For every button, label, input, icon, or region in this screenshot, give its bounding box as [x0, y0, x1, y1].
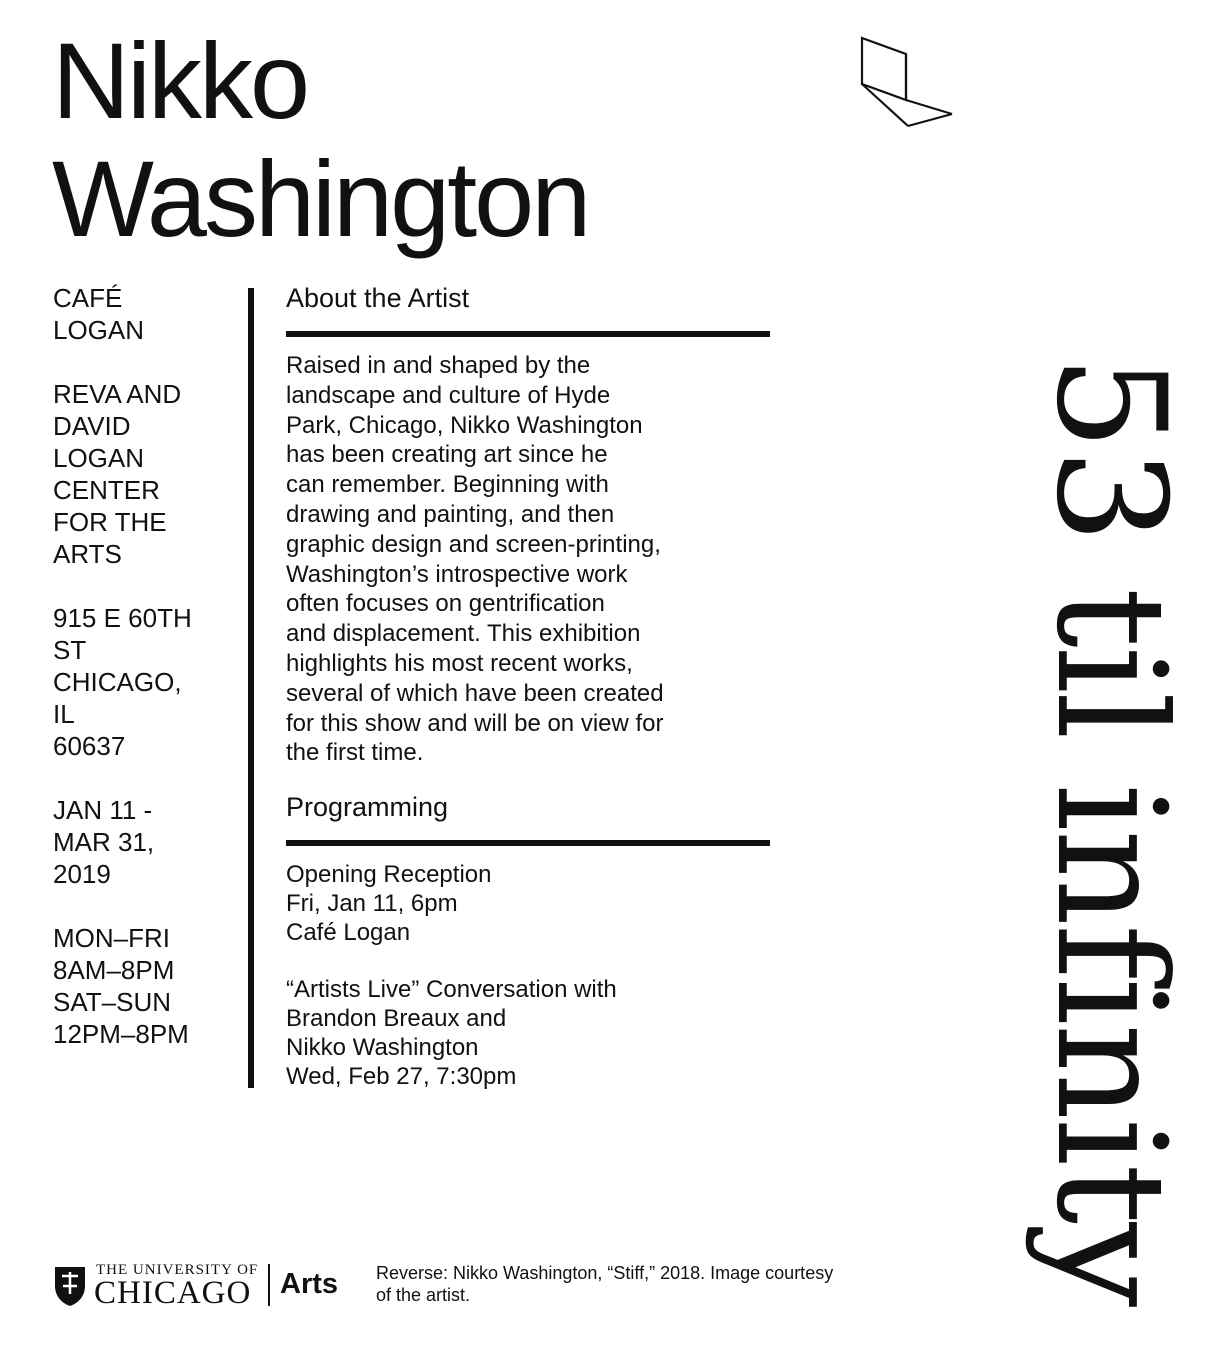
- arts-wordmark: Arts: [280, 1268, 339, 1300]
- column-divider: [248, 288, 254, 1088]
- program-item-opening: Opening Reception Fri, Jan 11, 6pm Café Logan: [286, 861, 492, 947]
- about-heading: About the Artist: [286, 283, 470, 313]
- venue-name: CAFÉ LOGAN: [53, 283, 145, 345]
- venue-info: [53, 282, 238, 1082]
- programming-heading: Programming: [286, 792, 449, 823]
- logan-center-cube-icon: [856, 34, 956, 130]
- address: 915 E 60TH ST CHICAGO, IL 60637: [53, 603, 192, 761]
- program-item-conversation: “Artists Live” Conversation with Brandon Breaux and Nikko Washington Wed, Feb 27, 7:30pm: [286, 976, 617, 1091]
- logo-divider: [268, 1264, 270, 1306]
- vertical-exhibition-title: 53 til infinity: [1023, 355, 1197, 1306]
- exhibition-dates: JAN 11 - MAR 31, 2019: [53, 795, 155, 889]
- image-caption: Reverse: Nikko Washington, “Stiff,” 2018. Image courtesy of the artist.: [376, 1263, 834, 1305]
- university-name-big: CHICAGO: [94, 1275, 252, 1311]
- university-shield-icon: [52, 1264, 88, 1308]
- about-rule: [286, 331, 770, 337]
- opening-hours: MON–FRI 8AM–8PM SAT–SUN 12PM–8PM: [53, 923, 189, 1049]
- title-line-first: Nikko: [52, 20, 308, 141]
- main-content: [286, 283, 772, 1119]
- title-line-last: Washington: [52, 138, 589, 259]
- exhibition-title: [52, 22, 588, 258]
- programming-rule: [286, 840, 770, 846]
- center-name: REVA AND DAVID LOGAN CENTER FOR THE ARTS: [53, 379, 182, 569]
- footer: [52, 1258, 952, 1318]
- about-body: Raised in and shaped by the landscape and culture of Hyde Park, Chicago, Nikko Washington has been creating art since he can remember. Beginning with drawing and painting, and then graphic design and screen-printing, Washington’s introspective work often focuses on gentrification and displacement. This exhibition highlights his most recent works, several of which have been created for this show and will be on view for the first time.: [286, 352, 664, 767]
- university-name-small: THE UNIVERSITY OF: [96, 1262, 259, 1278]
